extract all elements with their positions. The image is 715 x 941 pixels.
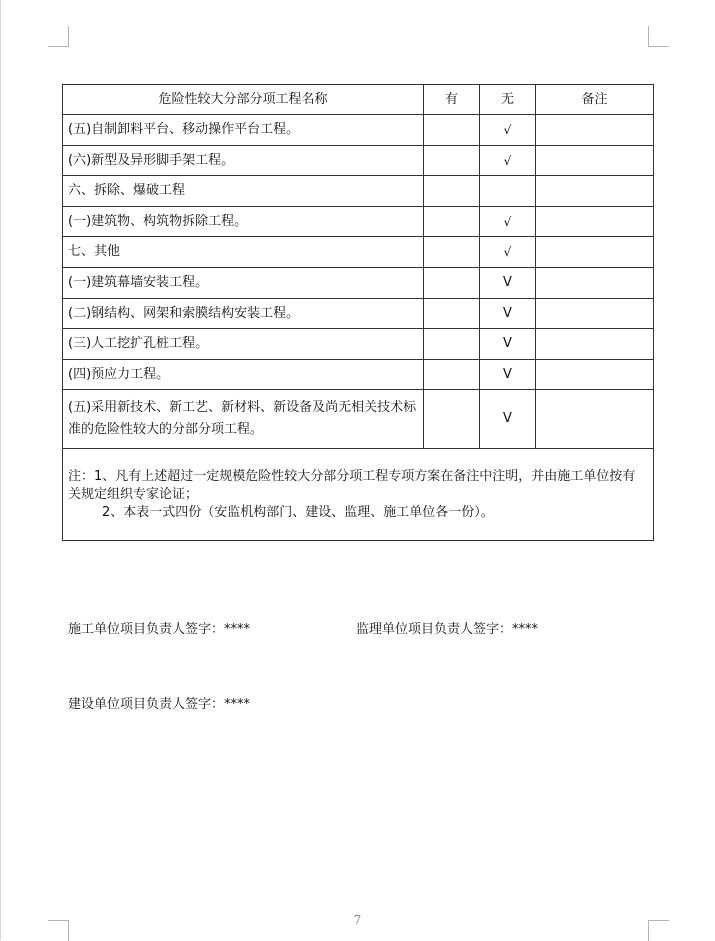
row-name: (一)建筑幕墙安装工程。 (63, 268, 424, 299)
row-none-mark: V (480, 299, 536, 329)
row-none-mark: √ (480, 115, 536, 146)
table-header-row (63, 85, 654, 115)
owner-unit-signature (68, 693, 250, 712)
section-title: 六、拆除、爆破工程 (63, 176, 424, 207)
row-name: (一)建筑物、构筑物拆除工程。 (63, 207, 424, 237)
table-note (63, 449, 654, 541)
note-line-2: 2、本表一式四份（安监机构部门、建设、监理、施工单位各一份）。 (102, 504, 494, 520)
row-have (424, 390, 480, 449)
row-none-mark: V (480, 329, 536, 360)
construction-unit-signature (68, 618, 250, 637)
row-have (424, 207, 480, 237)
row-none-mark: V (480, 360, 536, 390)
row-name: (三)人工挖扩孔桩工程。 (63, 329, 424, 360)
row-have (424, 329, 480, 360)
row-have (424, 176, 480, 207)
construction-signature-value: **** (224, 622, 251, 637)
row-remark (536, 360, 654, 390)
table-note-row (63, 449, 654, 541)
construction-signature-label: 施工单位项目负责人签字： (68, 622, 225, 637)
row-none-mark: √ (480, 146, 536, 176)
row-none-mark: V (480, 390, 536, 449)
row-have (424, 146, 480, 176)
row-have (424, 115, 480, 146)
row-have (424, 268, 480, 299)
table-row (63, 390, 654, 449)
table-row (63, 360, 654, 390)
note-line-1: 注：1、凡有上述超过一定规模危险性较大分部分项工程专项方案在备注中注明，并由施工单位按有关规定组织专家论证； (68, 468, 636, 502)
page-number: 7 (353, 913, 362, 927)
row-have (424, 237, 480, 268)
table-section-row (63, 176, 654, 207)
section-title: 七、其他 (63, 237, 424, 268)
table-row (63, 268, 654, 299)
owner-signature-label: 建设单位项目负责人签字： (68, 697, 225, 712)
table-row (63, 115, 654, 146)
row-have (424, 299, 480, 329)
row-none-mark: V (480, 268, 536, 299)
crop-mark-top-right (648, 26, 669, 47)
row-remark (536, 329, 654, 360)
supervision-signature-label: 监理单位项目负责人签字： (356, 622, 513, 637)
row-name: (四)预应力工程。 (63, 360, 424, 390)
row-remark (536, 176, 654, 207)
row-remark (536, 268, 654, 299)
header-none: 无 (480, 85, 536, 115)
row-remark (536, 299, 654, 329)
table-row (63, 146, 654, 176)
row-remark (536, 146, 654, 176)
crop-mark-top-left (48, 26, 69, 47)
page-edge (0, 0, 1, 940)
row-none-mark (480, 176, 536, 207)
row-none-mark: √ (480, 237, 536, 268)
table-row (63, 329, 654, 360)
table-row (63, 207, 654, 237)
header-remark: 备注 (536, 85, 654, 115)
row-name: (六)新型及异形脚手架工程。 (63, 146, 424, 176)
row-name: (五)采用新技术、新工艺、新材料、新设备及尚无相关技术标准的危险性较大的分部分项工程。 (63, 390, 424, 449)
hazard-project-table (62, 84, 654, 541)
row-remark (536, 115, 654, 146)
row-none-mark: √ (480, 207, 536, 237)
table-row (63, 299, 654, 329)
row-remark (536, 237, 654, 268)
header-project-name: 危险性较大分部分项工程名称 (63, 85, 424, 115)
row-name: (二)钢结构、网架和索膜结构安装工程。 (63, 299, 424, 329)
supervision-signature-value: **** (512, 622, 539, 637)
supervision-unit-signature (356, 618, 538, 637)
row-name: (五)自制卸料平台、移动操作平台工程。 (63, 115, 424, 146)
owner-signature-value: **** (224, 697, 251, 712)
row-remark (536, 390, 654, 449)
header-have: 有 (424, 85, 480, 115)
table-section-row (63, 237, 654, 268)
row-have (424, 360, 480, 390)
row-remark (536, 207, 654, 237)
